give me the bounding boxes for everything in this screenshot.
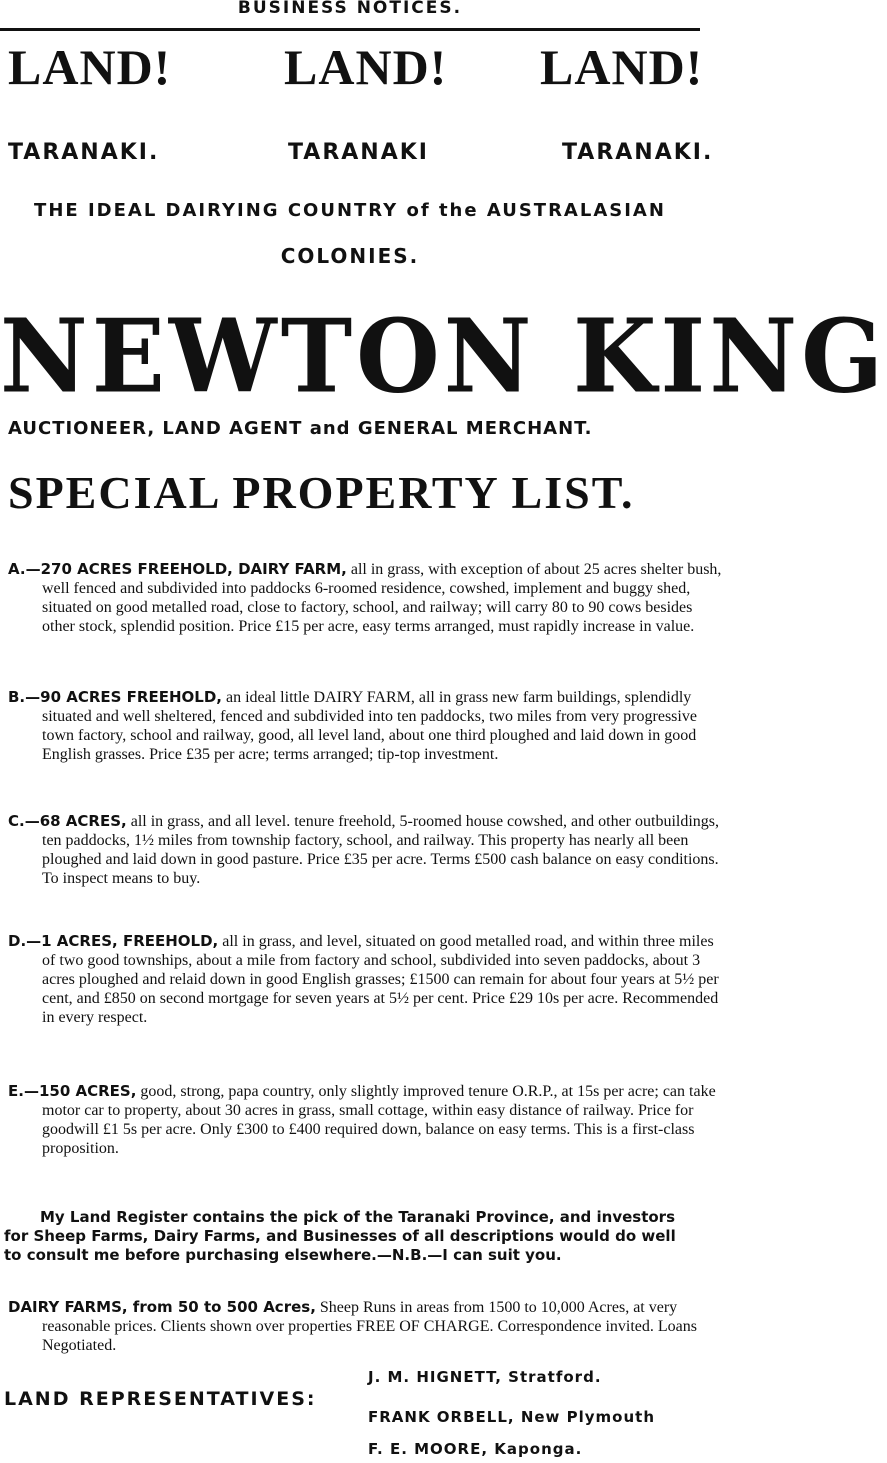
property-e-lead: E.—150 ACRES, bbox=[8, 1082, 137, 1100]
property-d-lead: D.—1 ACRES, FREEHOLD, bbox=[8, 932, 219, 950]
representative-2: FRANK ORBELL, New Plymouth bbox=[368, 1408, 656, 1426]
land-heading-right: LAND! bbox=[540, 39, 704, 95]
representative-1: J. M. HIGNETT, Stratford. bbox=[368, 1368, 602, 1386]
property-a-text: all in grass, with exception of about 25 acres shelter bush, well fenced and subdivided into paddocks 6-roomed residence, cowshed, implement and buggy shed, situated on good metalled road, close to factory, school, and railway; will carry 80 to 90 cows besides other stock, splendid position. Price £15 per acre, easy terms arranged, must rapidly increase in value. bbox=[42, 561, 722, 635]
property-c-text: all in grass, and all level. tenure freehold, 5-roomed house cowshed, and other outbuildings, ten paddocks, 1½ miles from township factory, school, and railway. This property has nearly all been ploughed and laid down in good pasture. Price £35 per acre. Terms £500 cash balance on easy conditions. To inspect means to buy. bbox=[42, 813, 720, 887]
representatives-label: LAND REPRESENTATIVES: bbox=[4, 1388, 317, 1410]
dairy-farms-note bbox=[8, 1298, 724, 1355]
dairy-farms-lead: DAIRY FARMS, from 50 to 500 Acres, bbox=[8, 1298, 316, 1316]
occupation-line: AUCTIONEER, LAND AGENT and GENERAL MERCHANT. bbox=[8, 418, 593, 439]
property-c bbox=[8, 812, 724, 888]
dairy-farms-text: Sheep Runs in areas from 1500 to 10,000 Acres, at very reasonable prices. Clients shown over properties FREE OF CHARGE. Correspondence invited. Loans Negotiated. bbox=[42, 1299, 697, 1354]
property-a-lead: A.—270 ACRES FREEHOLD, DAIRY FARM, bbox=[8, 560, 347, 578]
header-rule bbox=[0, 28, 700, 31]
land-heading-left: LAND! bbox=[8, 39, 172, 95]
land-heading-center: LAND! bbox=[284, 39, 448, 95]
ideal-dairying-line: THE IDEAL DAIRYING COUNTRY of the AUSTRALASIAN bbox=[34, 200, 666, 221]
property-b bbox=[8, 688, 724, 764]
property-a bbox=[8, 560, 724, 636]
property-c-lead: C.—68 ACRES, bbox=[8, 812, 127, 830]
colonies-line: COLONIES. bbox=[280, 244, 420, 268]
firm-name: NEWTON KING bbox=[0, 297, 887, 416]
representative-3: F. E. MOORE, Kaponga. bbox=[368, 1440, 583, 1458]
list-title: SPECIAL PROPERTY LIST. bbox=[8, 467, 635, 518]
property-e bbox=[8, 1082, 724, 1158]
taranaki-left: TARANAKI. bbox=[8, 140, 160, 165]
property-d-text: all in grass, and level, situated on good metalled road, and within three miles of two good townships, about a mile from factory and school, subdivided into seven paddocks, about 3 acres ploughed and relaid down in good English grasses; £1500 can remain for about four years at 5½ per cent, and £850 on second mortgage for seven years at 5½ per cent. Price £29 10s per acre. Recommended in every respect. bbox=[42, 933, 719, 1026]
taranaki-right: TARANAKI. bbox=[562, 140, 714, 165]
property-b-text: an ideal little DAIRY FARM, all in grass new farm buildings, splendidly situated and well sheltered, fenced and subdivided into ten paddocks, two miles from very progressive town factory, school and railway, good, all level land, about one third ploughed and laid down in good English grasses. Price £35 per acre; terms arranged; tip-top investment. bbox=[42, 689, 697, 763]
property-d bbox=[8, 932, 724, 1027]
section-header: BUSINESS NOTICES. bbox=[237, 0, 463, 18]
property-e-text: good, strong, papa country, only slightly improved tenure O.R.P., at 15s per acre; can take motor car to property, about 30 acres in grass, small cottage, within easy distance of railway. Price for goodwill £1 5s per acre. Only £300 to £400 required down, balance on easy terms. This is a first-class proposition. bbox=[42, 1083, 716, 1157]
land-register-note: My Land Register contains the pick of the Taranaki Province, and investors for Sheep Farms, Dairy Farms, and Businesses of all descriptions would do well to consult me before purchasing elsewhere.—N.B.—I can suit you. bbox=[4, 1208, 676, 1264]
taranaki-center: TARANAKI bbox=[288, 140, 429, 165]
property-b-lead: B.—90 ACRES FREEHOLD, bbox=[8, 688, 222, 706]
